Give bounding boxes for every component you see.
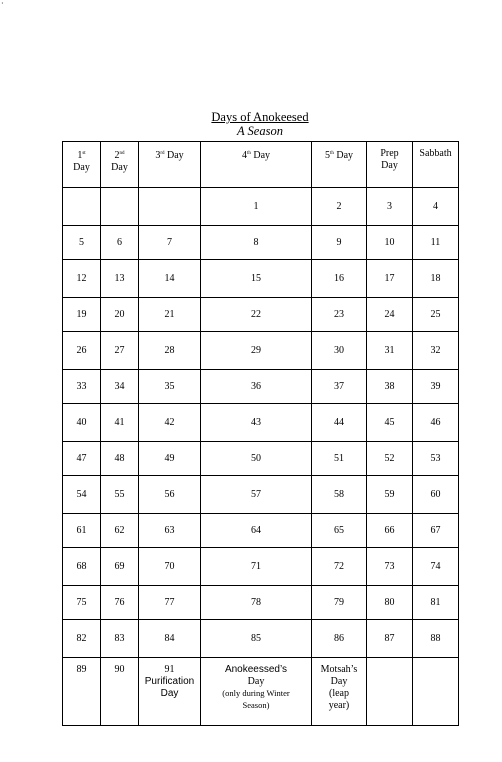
day-cell: 87 [367,620,413,658]
day-cell: 51 [312,442,367,476]
day-cell: 60 [413,476,459,514]
day-cell: 14 [139,260,201,298]
day-cell: 4 [413,188,459,226]
day-cell: 9 [312,226,367,260]
day-cell [367,658,413,726]
day-cell: 7 [139,226,201,260]
day-cell: 11 [413,226,459,260]
calendar-row [63,370,459,404]
day-cell: 81 [413,586,459,620]
day-cell: 54 [63,476,101,514]
day-cell [63,188,101,226]
header-cell: 1st Day [63,142,101,188]
day-cell: 61 [63,514,101,548]
day-cell: 79 [312,586,367,620]
day-cell: 35 [139,370,201,404]
calendar-row [63,188,459,226]
header-cell: Prep Day [367,142,413,188]
calendar-row [63,620,459,658]
calendar-row [63,586,459,620]
calendar-row [63,226,459,260]
day-cell: 43 [201,404,312,442]
day-cell: 22 [201,298,312,332]
title-block [0,110,502,138]
day-cell: 58 [312,476,367,514]
day-cell: 55 [101,476,139,514]
day-cell: 56 [139,476,201,514]
day-cell: 26 [63,332,101,370]
day-cell: 73 [367,548,413,586]
day-cell: 49 [139,442,201,476]
day-cell: 34 [101,370,139,404]
calendar-row [63,442,459,476]
day-cell: 64 [201,514,312,548]
day-cell: 31 [367,332,413,370]
calendar-table [62,141,459,726]
header-cell: 5th Day [312,142,367,188]
purification-day-cell: 91 Purification Day [139,658,201,726]
day-cell: 18 [413,260,459,298]
day-cell: 19 [63,298,101,332]
day-cell: 5 [63,226,101,260]
calendar-row [63,298,459,332]
header-cell: 4th Day [201,142,312,188]
day-cell: 85 [201,620,312,658]
day-cell: 13 [101,260,139,298]
day-cell: 80 [367,586,413,620]
day-cell: 57 [201,476,312,514]
header-cell: 3rd Day [139,142,201,188]
day-cell: 16 [312,260,367,298]
day-cell: 3 [367,188,413,226]
day-cell: 17 [367,260,413,298]
calendar-row [63,260,459,298]
day-cell: 6 [101,226,139,260]
day-cell: 75 [63,586,101,620]
calendar-row [63,332,459,370]
calendar-body [63,142,459,726]
day-cell: 84 [139,620,201,658]
day-cell: 47 [63,442,101,476]
calendar-row [63,514,459,548]
day-cell: 40 [63,404,101,442]
day-cell: 29 [201,332,312,370]
day-cell [101,188,139,226]
anokeessed-day-cell: Anokeessed’s Day (only during Winter Season) [201,658,312,726]
page-subtitle: A Season [237,124,283,138]
day-cell: 15 [201,260,312,298]
day-cell: 48 [101,442,139,476]
day-cell: 33 [63,370,101,404]
day-cell: 65 [312,514,367,548]
day-cell: 20 [101,298,139,332]
day-cell: 52 [367,442,413,476]
day-cell: 42 [139,404,201,442]
day-cell [413,658,459,726]
day-cell: 72 [312,548,367,586]
day-cell: 89 [63,658,101,726]
header-row [63,142,459,188]
day-cell [139,188,201,226]
day-cell: 76 [101,586,139,620]
header-cell: Sabbath [413,142,459,188]
day-cell: 21 [139,298,201,332]
day-cell: 12 [63,260,101,298]
day-cell: 8 [201,226,312,260]
day-cell: 66 [367,514,413,548]
day-cell: 25 [413,298,459,332]
day-cell: 71 [201,548,312,586]
day-cell: 45 [367,404,413,442]
day-cell: 69 [101,548,139,586]
day-cell: 62 [101,514,139,548]
final-row [63,658,459,726]
day-cell: 36 [201,370,312,404]
day-cell: 27 [101,332,139,370]
day-cell: 2 [312,188,367,226]
day-cell: 10 [367,226,413,260]
day-cell: 74 [413,548,459,586]
page-title: Days of Anokeesed [211,110,309,124]
day-cell: 32 [413,332,459,370]
day-cell: 63 [139,514,201,548]
day-cell: 39 [413,370,459,404]
day-cell: 41 [101,404,139,442]
calendar-row [63,476,459,514]
day-cell: 50 [201,442,312,476]
day-cell: 68 [63,548,101,586]
day-cell: 1 [201,188,312,226]
day-cell: 30 [312,332,367,370]
day-cell: 78 [201,586,312,620]
day-cell: 53 [413,442,459,476]
day-cell: 67 [413,514,459,548]
day-cell: 86 [312,620,367,658]
day-cell: 90 [101,658,139,726]
calendar-row [63,548,459,586]
day-cell: 38 [367,370,413,404]
header-cell: 2nd Day [101,142,139,188]
day-cell: 23 [312,298,367,332]
corner-mark: · [1,0,4,8]
day-cell: 37 [312,370,367,404]
day-cell: 28 [139,332,201,370]
day-cell: 46 [413,404,459,442]
day-cell: 44 [312,404,367,442]
day-cell: 82 [63,620,101,658]
day-cell: 88 [413,620,459,658]
day-cell: 24 [367,298,413,332]
motsah-day-cell: Motsah’s Day (leap year) [312,658,367,726]
day-cell: 77 [139,586,201,620]
day-cell: 59 [367,476,413,514]
day-cell: 70 [139,548,201,586]
day-cell: 83 [101,620,139,658]
calendar-row [63,404,459,442]
